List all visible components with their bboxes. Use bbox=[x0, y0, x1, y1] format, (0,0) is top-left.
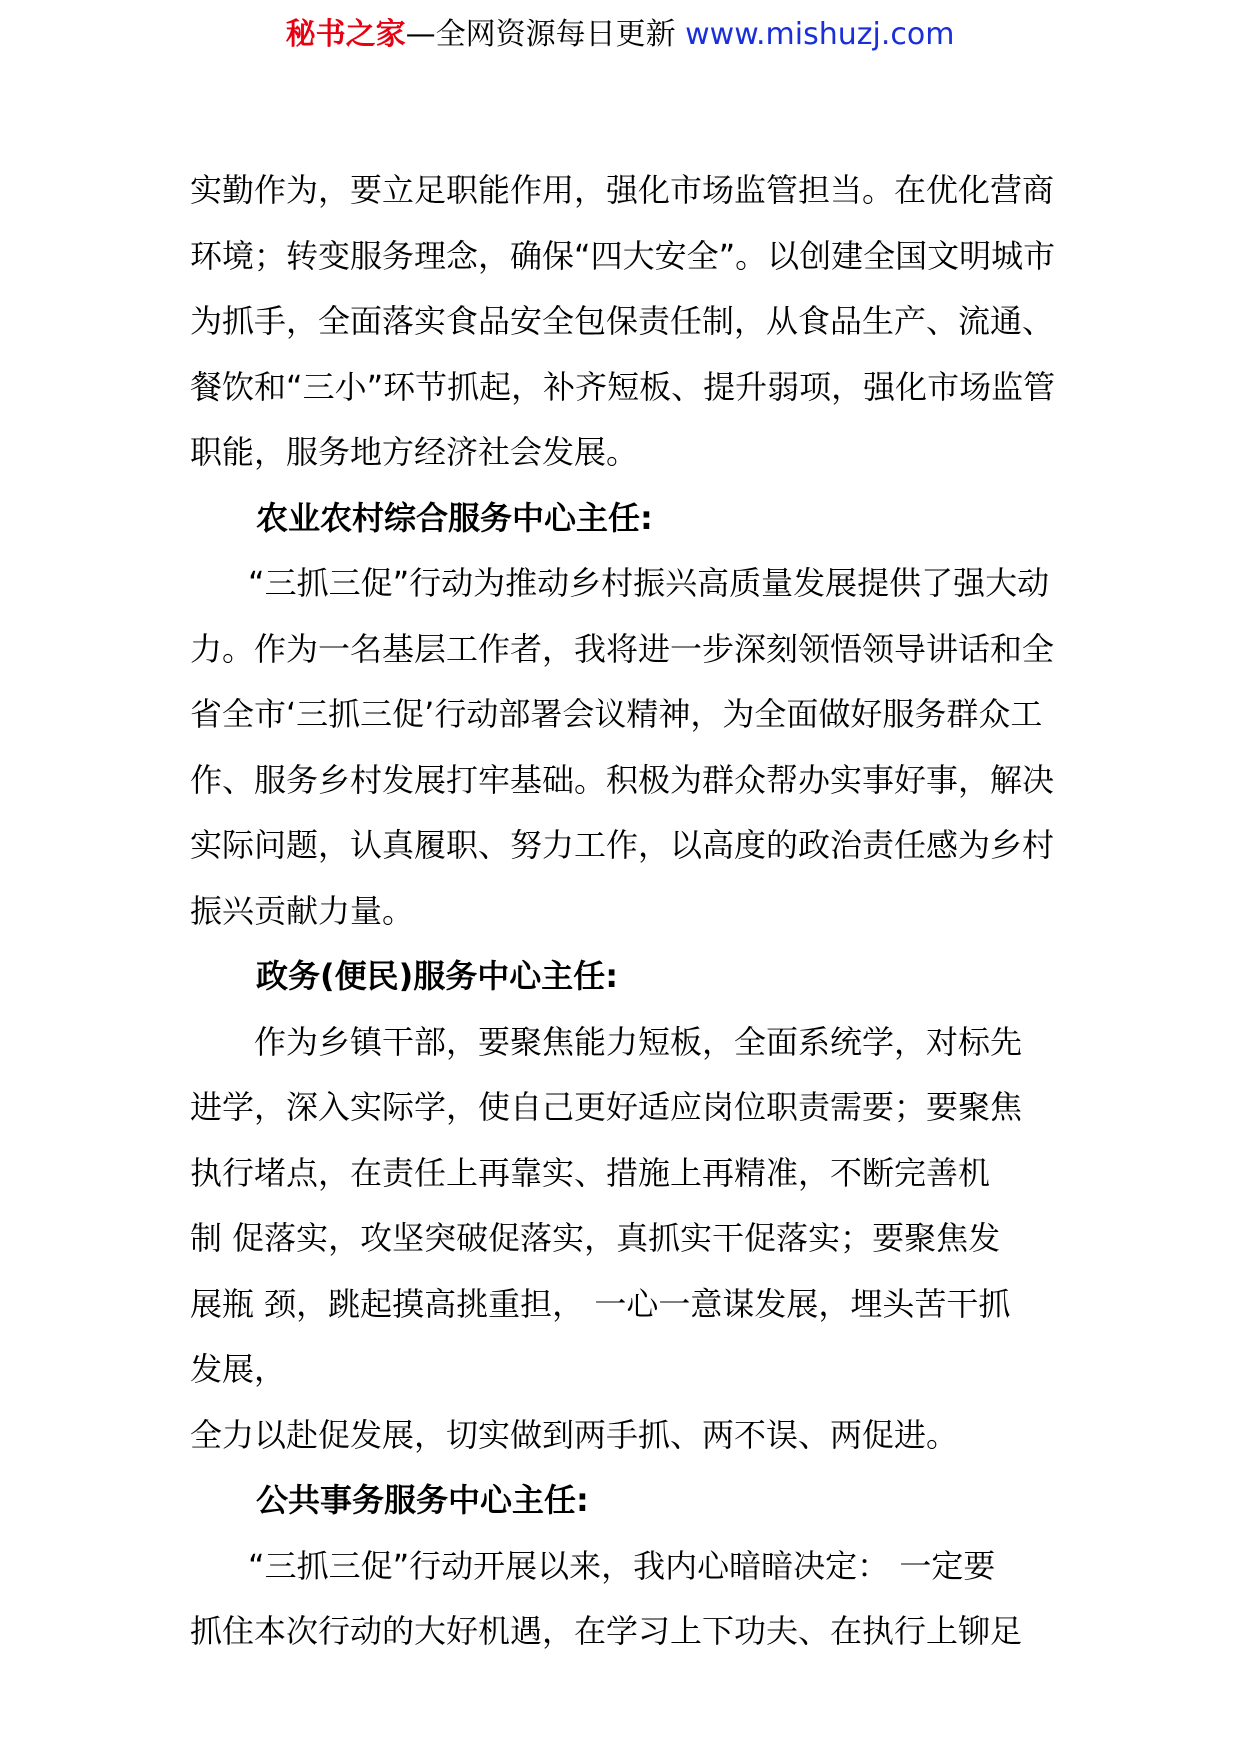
section-heading: 农业农村综合服务中心主任: bbox=[256, 498, 653, 537]
paragraph-line: 进学，深入实际学，使自己更好适应岗位职责需要；要聚焦 bbox=[190, 1088, 1023, 1126]
paragraph-line: 制 促落实，攻坚突破促落实，真抓实干促落实；要聚焦发 bbox=[190, 1219, 1001, 1257]
body-paragraph bbox=[190, 1534, 1070, 1665]
section-heading: 公共事务服务中心主任: bbox=[256, 1481, 589, 1519]
site-banner bbox=[0, 14, 1240, 56]
body-paragraph: “三抓三促”行动为推动乡村振兴高质量发展提供了强大动力。作为一名基层工作者，我将进一步深刻领悟领导讲话和全省全市‘三抓三促’行动部署会议精神，为全面做好服务群众工作、服务乡村发展打牢基础。积极为群众帮办实事好事，解决实际问题，认真履职、努力工作，以高度的政治责任感为乡村振兴贡献力量。 bbox=[190, 564, 1055, 930]
brand-name: 秘书之家 bbox=[285, 17, 406, 52]
section-heading: 政务(便民)服务中心主任: bbox=[256, 957, 619, 995]
paragraph-line: 抓住本次行动的大好机遇，在学习上下功夫、在执行上铆足 bbox=[190, 1612, 1023, 1650]
paragraph-line: 执行堵点，在责任上再靠实、措施上再精准，不断完善机 bbox=[190, 1153, 991, 1192]
body-paragraph bbox=[190, 1010, 1070, 1469]
paragraph-line: 展瓶 颈，跳起摸高挑重担， 一心一意谋发展，埋头苦干抓 bbox=[190, 1284, 1011, 1323]
paragraph-line: 发展， bbox=[190, 1350, 287, 1388]
document-body bbox=[190, 158, 1070, 1665]
paragraph-line: “三抓三促”行动开展以来，我内心暗暗决定： 一定要 bbox=[248, 1546, 996, 1585]
paragraph-line: 全力以赴促发展，切实做到两手抓、两不误、两促进。 bbox=[190, 1415, 959, 1454]
site-url-link[interactable]: www.mishuzj.com bbox=[685, 17, 955, 52]
body-paragraph: 实勤作为，要立足职能作用，强化市场监管担当。在优化营商环境；转变服务理念，确保“四大安全”。以创建全国文明城市为抓手，全面落实食品安全包保责任制，从食品生产、流通、餐饮和“三小”环节抓起，补齐短板、提升弱项，强化市场监管职能，服务地方经济社会发展。 bbox=[190, 171, 1056, 471]
paragraph-line: 作为乡镇干部，要聚焦能力短板，全面系统学，对标先 bbox=[254, 1022, 1023, 1061]
banner-tagline: —全网资源每日更新 bbox=[405, 17, 686, 52]
